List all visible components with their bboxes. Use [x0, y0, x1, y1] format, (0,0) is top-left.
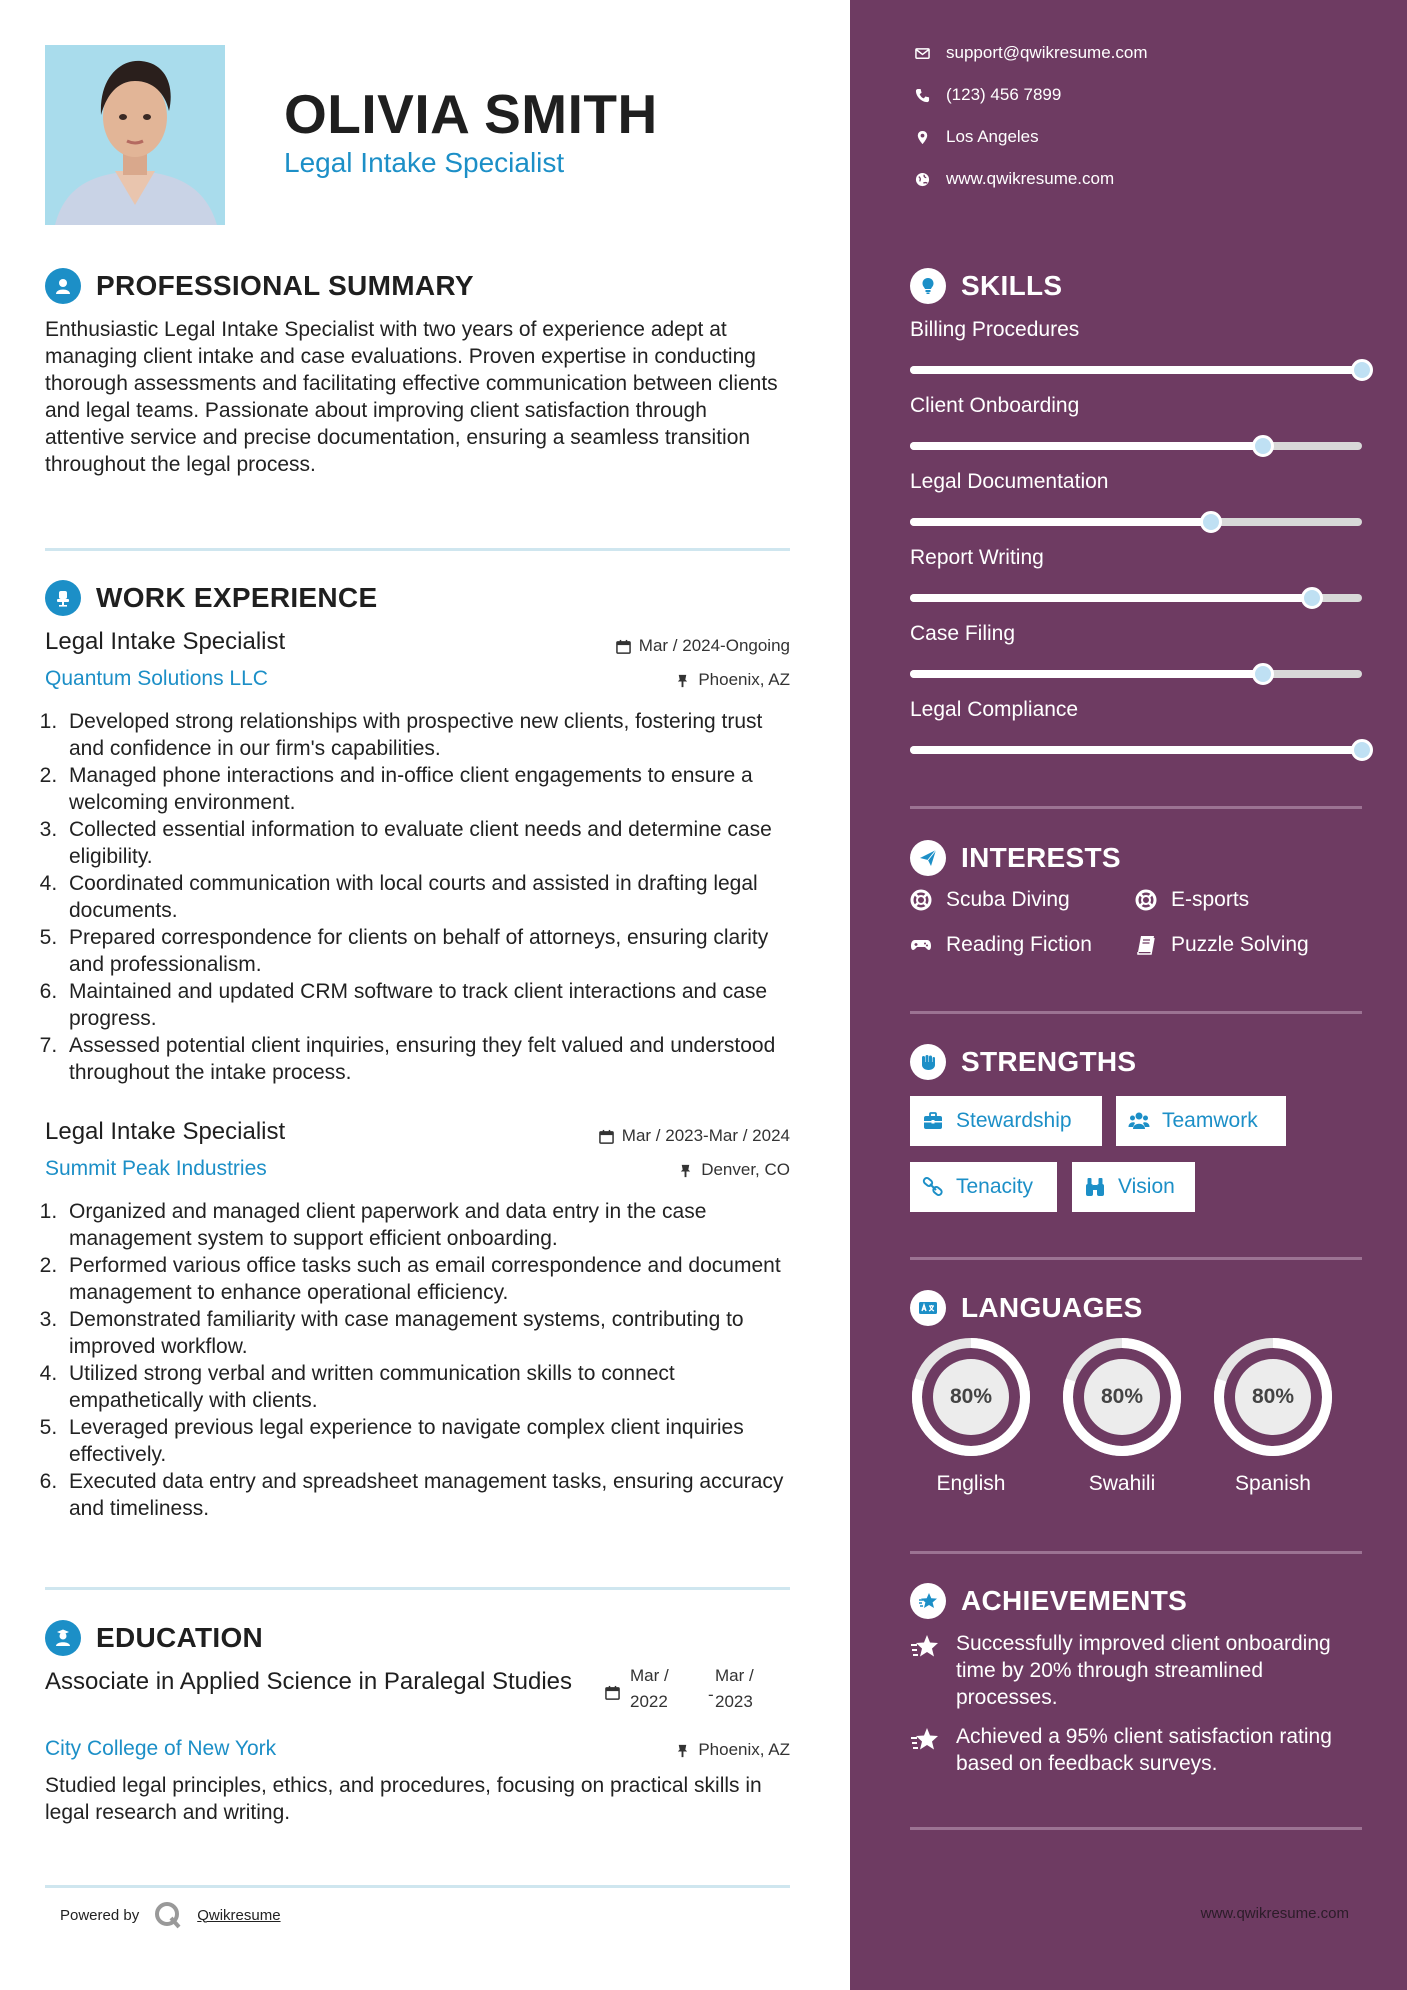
experience-heading-label: WORK EXPERIENCE: [96, 582, 378, 613]
job-company: Quantum Solutions LLC: [45, 667, 268, 690]
skill-level-knob: [1252, 663, 1274, 685]
skills-heading: [910, 268, 1062, 304]
language-ring: [1212, 1336, 1334, 1458]
education-location: Phoenix, AZ: [675, 1740, 790, 1760]
brand-link[interactable]: Qwikresume: [197, 1906, 281, 1924]
summary-heading: [45, 268, 474, 304]
interests-heading: [910, 840, 1121, 876]
sidebar: [850, 0, 1407, 1990]
skill-level-bar: [910, 670, 1362, 678]
list-item: 3. Demonstrated familiarity with case management systems, contributing to improved workflow.: [63, 1306, 795, 1360]
location-pin-icon: [915, 130, 930, 145]
list-item: 1. Developed strong relationships with prospective new clients, fostering trust and confidence in our firm's capabilities.: [63, 708, 795, 762]
job-location: Phoenix, AZ: [675, 670, 790, 690]
book-icon: [1135, 934, 1157, 956]
language-name: Spanish: [1235, 1472, 1311, 1495]
skill-level-knob: [1252, 435, 1274, 457]
strength-tag: Vision: [1072, 1162, 1195, 1212]
job-dates: Mar / 2023-Mar / 2024: [599, 1126, 790, 1146]
lifebuoy-icon: [1135, 889, 1157, 911]
fist-icon: [910, 1044, 946, 1080]
section-divider: [45, 1587, 790, 1590]
job-company: Summit Peak Industries: [45, 1157, 267, 1180]
sidebar-divider: [910, 1551, 1362, 1554]
job-location: Denver, CO: [678, 1160, 790, 1180]
skill-name: Legal Compliance: [910, 698, 1079, 721]
skill-level-bar: [910, 746, 1362, 754]
skill-level-fill: [910, 366, 1362, 374]
sidebar-divider: [910, 1827, 1362, 1830]
skill-level-bar: [910, 594, 1362, 602]
degree-title: Associate in Applied Science in Paralegal Studies: [45, 1668, 572, 1695]
candidate-title: Legal Intake Specialist: [284, 147, 565, 178]
skill-name: Client Onboarding: [910, 394, 1080, 417]
languages-heading-label: LANGUAGES: [961, 1292, 1143, 1323]
skill-level-fill: [910, 746, 1362, 754]
skill-level-fill: [910, 442, 1263, 450]
list-item: 5. Leveraged previous legal experience to navigate complex client inquiries effectively.: [63, 1414, 795, 1468]
star-badge-icon: [910, 1583, 946, 1619]
qwikresume-logo-icon: [153, 1900, 183, 1930]
list-item: 6. Maintained and updated CRM software to track client interactions and case progress.: [63, 978, 795, 1032]
achievement-item: Achieved a 95% client satisfaction rating based on feedback surveys.: [910, 1723, 1350, 1777]
lightbulb-icon: [910, 268, 946, 304]
gamepad-icon: [910, 934, 932, 956]
language-ring: [910, 1336, 1032, 1458]
skill-level-bar: [910, 442, 1362, 450]
list-item: 4. Coordinated communication with local courts and assisted in drafting legal documents.: [63, 870, 795, 924]
skill-level-knob: [1351, 359, 1373, 381]
language-percent: 80%: [1100, 1385, 1144, 1408]
skills-heading-label: SKILLS: [961, 270, 1063, 301]
achievements-heading-label: ACHIEVEMENTS: [961, 1585, 1188, 1616]
star-icon: [910, 1725, 940, 1755]
skill-level-knob: [1301, 587, 1323, 609]
pin-icon: [675, 673, 690, 688]
contact-phone: (123) 456 7899: [910, 85, 1061, 105]
lifebuoy-icon: [910, 889, 932, 911]
paper-plane-icon: [910, 840, 946, 876]
list-item: 2. Performed various office tasks such as email correspondence and document management to enhance operational efficiency.: [63, 1252, 795, 1306]
languages-heading: [910, 1290, 1143, 1326]
list-item: 5. Prepared correspondence for clients on behalf of attorneys, ensuring clarity and professionalism.: [63, 924, 795, 978]
job-title: Legal Intake Specialist: [45, 1118, 286, 1145]
education-dates: [605, 1663, 795, 1723]
skill-name: Report Writing: [910, 546, 1044, 569]
list-item: 6. Executed data entry and spreadsheet management tasks, ensuring accuracy and timeliness.: [63, 1468, 795, 1522]
education-start: Mar / 2022: [630, 1666, 669, 1711]
strength-tag: Teamwork: [1116, 1096, 1286, 1146]
skill-name: Legal Documentation: [910, 470, 1109, 493]
list-item: 3. Collected essential information to evaluate client needs and determine case eligibility.: [63, 816, 795, 870]
skill-name: Billing Procedures: [910, 318, 1080, 341]
calendar-icon: [605, 1685, 620, 1700]
briefcase-icon: [922, 1110, 944, 1132]
section-divider: [45, 1885, 790, 1888]
translate-icon: [910, 1290, 946, 1326]
achievement-item: Successfully improved client onboarding time by 20% through streamlined processes.: [910, 1630, 1350, 1711]
interests-heading-label: INTERESTS: [961, 842, 1121, 873]
job-dates: Mar / 2024-Ongoing: [616, 636, 790, 656]
interest-item: Puzzle Solving: [1135, 933, 1309, 957]
job-bullets: [45, 1198, 795, 1522]
footer-website[interactable]: www.qwikresume.com: [1200, 1905, 1349, 1922]
education-heading: [45, 1620, 263, 1656]
contact-email: support@qwikresume.com: [910, 43, 1148, 63]
strengths-heading-label: STRENGTHS: [961, 1046, 1137, 1077]
summary-heading-label: PROFESSIONAL SUMMARY: [96, 270, 474, 301]
skill-level-bar: [910, 518, 1362, 526]
education-description: Studied legal principles, ethics, and procedures, focusing on practical skills in legal research and writing.: [45, 1774, 762, 1824]
calendar-icon: [616, 639, 631, 654]
experience-heading: [45, 580, 377, 616]
powered-by-label: Powered by: [60, 1906, 140, 1924]
language-name: Swahili: [1088, 1472, 1156, 1495]
summary-text: Enthusiastic Legal Intake Specialist with two years of experience adept at managing client intake and case evaluations. Proven expertise in conducting thorough assessments and facilitating effective communication between clients and legal teams. Passionate about improving client satisfaction through attentive service and precise documentation, ensuring a seamless transition throughout the legal process.: [45, 318, 778, 476]
skill-level-fill: [910, 518, 1211, 526]
users-icon: [1128, 1110, 1150, 1132]
candidate-name: OLIVIA SMITH: [284, 83, 658, 145]
pin-icon: [675, 1743, 690, 1758]
strength-tag: Tenacity: [910, 1162, 1057, 1212]
list-item: 4. Utilized strong verbal and written communication skills to connect empathetically with clients.: [63, 1360, 795, 1414]
list-item: 1. Organized and managed client paperwork and data entry in the case management system to support efficient onboarding.: [63, 1198, 795, 1252]
interest-item: Scuba Diving: [910, 888, 1070, 912]
profile-photo: [45, 45, 225, 225]
sidebar-divider: [910, 806, 1362, 809]
education-end: Mar / 2023: [715, 1666, 754, 1711]
contact-website: www.qwikresume.com: [910, 169, 1114, 189]
job-bullets: [45, 708, 795, 1086]
list-item: 7. Assessed potential client inquiries, ensuring they felt valued and understood throughout the intake process.: [63, 1032, 795, 1086]
sidebar-divider: [910, 1257, 1362, 1260]
sidebar-divider: [910, 1011, 1362, 1014]
skill-level-fill: [910, 670, 1263, 678]
contact-location: Los Angeles: [910, 127, 1039, 147]
achievements-heading: [910, 1583, 1187, 1619]
skill-level-bar: [910, 366, 1362, 374]
chair-icon: [45, 580, 81, 616]
skill-name: Case Filing: [910, 622, 1016, 645]
graduation-cap-icon: [45, 1620, 81, 1656]
user-icon: [45, 268, 81, 304]
strengths-heading: [910, 1044, 1136, 1080]
link-icon: [922, 1176, 944, 1198]
powered-by: [60, 1900, 281, 1930]
school-name: City College of New York: [45, 1737, 277, 1760]
skill-level-knob: [1200, 511, 1222, 533]
star-icon: [910, 1632, 940, 1662]
language-ring: [1061, 1336, 1183, 1458]
globe-icon: [915, 172, 930, 187]
language-name: English: [936, 1472, 1006, 1495]
calendar-icon: [599, 1129, 614, 1144]
language-percent: 80%: [1251, 1385, 1295, 1408]
skill-level-knob: [1351, 739, 1373, 761]
section-divider: [45, 548, 790, 551]
interest-item: E-sports: [1135, 888, 1249, 912]
education-heading-label: EDUCATION: [96, 1622, 264, 1653]
interest-item: Reading Fiction: [910, 933, 1092, 957]
list-item: 2. Managed phone interactions and in-office client engagements to ensure a welcoming environment.: [63, 762, 795, 816]
phone-icon: [915, 88, 930, 103]
binoculars-icon: [1084, 1176, 1106, 1198]
pin-icon: [678, 1163, 693, 1178]
date-separator: -: [708, 1685, 714, 1704]
language-percent: 80%: [949, 1385, 993, 1408]
strength-tag: Stewardship: [910, 1096, 1102, 1146]
envelope-icon: [915, 46, 930, 61]
job-title: Legal Intake Specialist: [45, 628, 286, 655]
skill-level-fill: [910, 594, 1312, 602]
